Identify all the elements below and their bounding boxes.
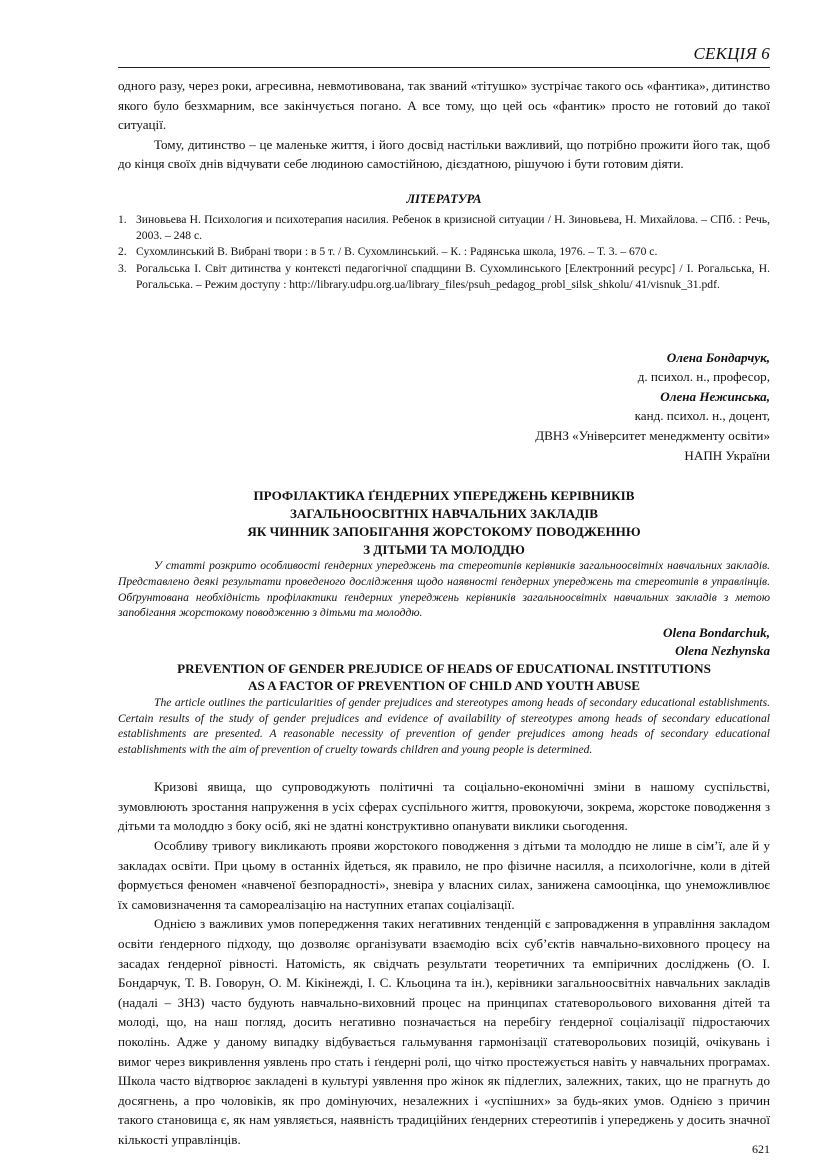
title-uk-line: ПРОФІЛАКТИКА ҐЕНДЕРНИХ УПЕРЕДЖЕНЬ КЕРІВНИКІВ [253,488,635,504]
reference-number: 2. [118,245,127,259]
article-body [118,777,770,1149]
title-uk-line: ЗАГАЛЬНООСВІТНІХ НАВЧАЛЬНИХ ЗАКЛАДІВ [289,505,599,521]
article-title-uk [118,487,770,558]
author-2-title: канд. психол. н., доцент, [634,408,770,424]
intro-paragraph-1: одного разу, через роки, агресивна, невмотивована, так званий «тітушко» зустрічає такого ось «фантика», дитинство якого було безхмарним, все закінчується погано. А все тому, що цей ось «фантик» просто не готовий до такої ситуації. [118,78,770,133]
title-uk-line: ЯК ЧИННИК ЗАПОБІГАННЯ ЖОРСТОКОМУ ПОВОДЖЕННЮ [247,523,641,539]
institution-line-1: ДВНЗ «Університет менеджменту освіти» [535,427,770,443]
abstract-en: The article outlines the particularities of gender prejudices and stereotypes among heads of secondary educational establishments. Certain results of the study of gender prejudices and evidence of availability of stereotypes among heads of secondary educational establishments are presented. A reasonable necessity of prevention of gender prejudices among heads of secondary educational establishments with the aim of prevention of cruelty towards children and young people is determined. [118,695,770,756]
body-paragraph-2: Особливу тривогу викликають прояви жорстокого поводження з дітьми та молоддю не лише в сім’ї, але й у закладах освіти. При цьому в останніх йдеться, як правило, не про фізичне насилля, а психологічне, коли в дітей формується феномен «навченої безпорадності», зневіра у власних силах, занижена самооцінка, що унеможливлює їх самовизначення та самореалізацію на наступних етапах соціалізації. [118,838,770,912]
reference-item [118,244,770,260]
section-header: СЕКЦІЯ 6 [693,44,770,63]
reference-text: Сухомлинський В. Вибрані твори : в 5 т. / В. Сухомлинський. – К. : Радянська школа, 1976. – Т. 3. – 670 с. [136,245,658,259]
body-paragraph-3: Однією з важливих умов попередження таких негативних тенденцій є запровадження в управління закладом освіти ґендерного підходу, що дозволяє організувати взаємодію всіх суб’єктів навчально-виховного процесу на засадах ґендерної рівності. Натомість, як свідчать результати теоретичних та емпіричних досліджень (О. І. Бондарчук, Т. В. Говорун, О. М. Кікінежді, І. С. Кльоцина та ін.), керівники загальноосвітніх навчальних закладів (надалі – ЗНЗ) часто будують навчально-виховний процес на принципах статеворольового виховання дітей та молоді, що, на наш погляд, досить негативно позначається на перебігу ґендерної соціалізації підростаючих поколінь. Адже у даному випадку відбувається гальмування гармонізації статеворольових позицій, очікувань і вимог через викривлення уявлень про стать і ґендерні ролі, що чітко простежується навіть у навчальних програмах. Школа часто відтворює закладені в культурі уявлення про жінок як підлеглих, залежних, таких, що не прагнуть до досягнень, а про чоловіків, як про домінуючих, незалежних і «успішних» за будь-яких умов. Однією з причин такого становища є, як нам уявляється, наявність традиційних ґендерних стереотипів і упереджень у досить значної кількості управлінців. [118,916,770,1147]
reference-item [118,261,770,294]
author-1-name-en: Olena Bondarchuk, [663,624,770,640]
author-1-title: д. психол. н., професор, [637,369,770,385]
author-2-name: Олена Нежинська, [660,388,770,404]
institution-line-2: НАПН України [684,447,770,463]
reference-text: Рогальська І. Світ дитинства у контексті педагогічної спадщини В. Сухомлинського [Електронний ресурс] / І. Рогальська, Н. Рогальська. – Режим доступу : http://library.udpu.org.ua/library_files/psuh_pedagog_probl_silsk_shkolu/ 41/visnuk_31.pdf. [136,261,770,292]
author-block-en [118,624,770,660]
content [118,76,770,1150]
article-title-en [118,660,770,695]
title-en-line: AS A FACTOR OF PREVENTION OF CHILD AND YOUTH ABUSE [247,678,641,694]
author-block [118,348,770,466]
title-en-line: PREVENTION OF GENDER PREJUDICE OF HEADS OF EDUCATIONAL INSTITUTIONS [177,660,711,676]
reference-item [118,212,770,245]
reference-number: 1. [118,212,127,226]
intro-paragraph-2: Тому, дитинство – це маленьке життя, і його досвід настільки важливий, що потрібно прожити його так, щоб до кінця своїх днів відчувати себе людиною самостійною, дієздатною, рішучою і бути готовим діяти. [118,136,770,172]
body-paragraph-1: Кризові явища, що супроводжують політичні та соціально-економічні зміни в нашому суспільстві, зумовлюють зростання напруження в усіх сферах суспільного життя, провокуючи, зокрема, жорстоке поводження з дітьми та молоддю з боку осіб, які не здатні конструктивно опанувати виклики сьогодення. [118,779,770,834]
literature-title: ЛІТЕРАТУРА [406,191,482,206]
page-number: 621 [752,1142,770,1156]
reference-text: Зиновьева Н. Психология и психотерапия насилия. Ребенок в кризисной ситуации / Н. Зиновьева, Н. Михайлова. – СПб. : Речь, 2003. – 248 с. [136,212,770,242]
reference-number: 3. [118,261,127,275]
header-rule [118,67,770,68]
abstract-uk: У статті розкрито особливості ґендерних упереджень та стереотипів керівників загальноосвітніх навчальних закладів. Представлено деякі результати проведеного дослідження щодо наявності ґендерних упереджень та стереотипів в управлінців. Обґрунтована необхідність профілактики ґендерних упереджень керівників загальноосвітніх навчальних закладів з метою запобігання жорстокому поводженню з дітьми та молоддю. [118,559,770,620]
title-uk-line: З ДІТЬМИ ТА МОЛОДДЮ [363,541,525,557]
reference-list [118,212,770,294]
author-1-name: Олена Бондарчук, [666,349,770,365]
author-2-name-en: Olena Nezhynska [675,642,770,658]
